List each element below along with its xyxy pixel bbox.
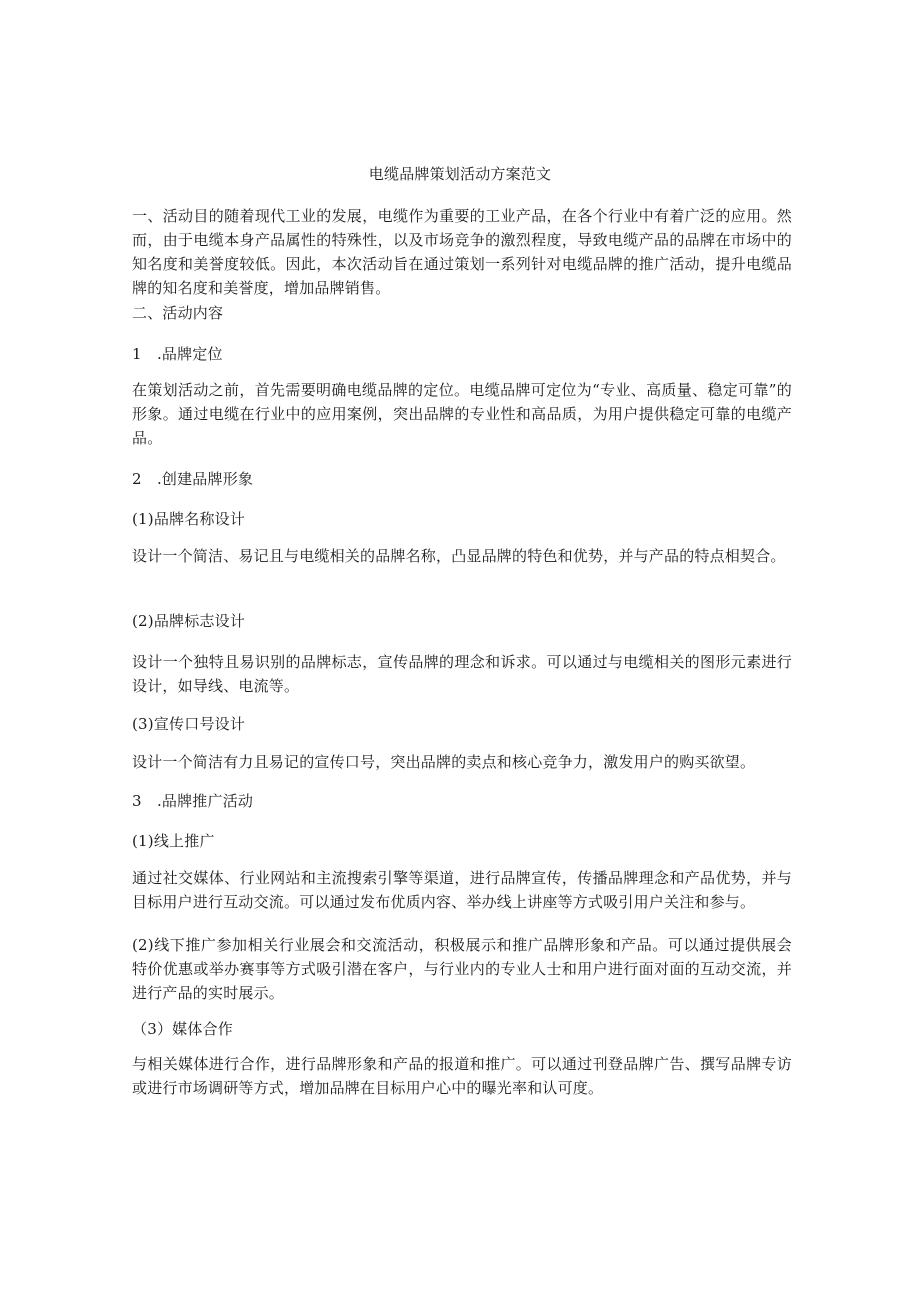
heading-brand-promotion: 3 .品牌推广活动 <box>132 792 254 810</box>
document-title: 电缆品牌策划活动方案范文 <box>368 165 552 183</box>
heading-brand-logo-design: (2)品牌标志设计 <box>132 612 246 630</box>
paragraph-brand-name-design: 设计一个简洁、易记且与电缆相关的品牌名称，凸显品牌的特色和优势，并与产品的特点相契合。 <box>132 547 786 565</box>
paragraph-brand-positioning: 在策划活动之前，首先需要明确电缆品牌的定位。电缆品牌可定位为“专业、高质量、稳定可靠”的形象。通过电缆在行业中的应用案例，突出品牌的专业性和高品质，为用户提供稳定可靠的电缆产品。 <box>132 381 792 447</box>
heading-brand-positioning: 1 .品牌定位 <box>132 345 223 363</box>
paragraph-offline-promotion: (2)线下推广参加相关行业展会和交流活动，积极展示和推广品牌形象和产品。可以通过提供展会特价优惠或举办赛事等方式吸引潜在客户，与行业内的专业人士和用户进行面对面的互动交流，并进行产品的实时展示。 <box>132 936 792 1002</box>
paragraph-brand-logo-design: 设计一个独特且易识别的品牌标志，宣传品牌的理念和诉求。可以通过与电缆相关的图形元素进行设计，如导线、电流等。 <box>132 653 792 695</box>
heading-slogan-design: (3)宣传口号设计 <box>132 715 246 733</box>
paragraph-slogan-design: 设计一个简洁有力且易记的宣传口号，突出品牌的卖点和核心竞争力，激发用户的购买欲望。 <box>132 753 756 771</box>
heading-brand-name-design: (1)品牌名称设计 <box>132 510 246 528</box>
heading-online-promotion: (1)线上推广 <box>132 832 215 850</box>
paragraph-media-cooperation: 与相关媒体进行合作，进行品牌形象和产品的报道和推广。可以通过刊登品牌广告、撰写品牌专访或进行市场调研等方式，增加品牌在目标用户心中的曝光率和认可度。 <box>132 1055 792 1097</box>
paragraph-intro: 一、活动目的随着现代工业的发展，电缆作为重要的工业产品，在各个行业中有着广泛的应用。然而，由于电缆本身产品属性的特殊性，以及市场竞争的激烈程度，导致电缆产品的品牌在市场中的知名度和美誉度较低。因此，本次活动旨在通过策划一系列针对电缆品牌的推广活动，提升电缆品牌的知名度和美誉度，增加品牌销售。 <box>132 207 792 297</box>
paragraph-online-promotion: 通过社交媒体、行业网站和主流搜索引擎等渠道，进行品牌宣传，传播品牌理念和产品优势，并与目标用户进行互动交流。可以通过发布优质内容、举办线上讲座等方式吸引用户关注和参与。 <box>132 869 792 911</box>
heading-media-cooperation: （3）媒体合作 <box>132 1020 233 1038</box>
heading-brand-image: 2 .创建品牌形象 <box>132 470 254 488</box>
heading-activity-content: 二、活动内容 <box>132 304 224 322</box>
